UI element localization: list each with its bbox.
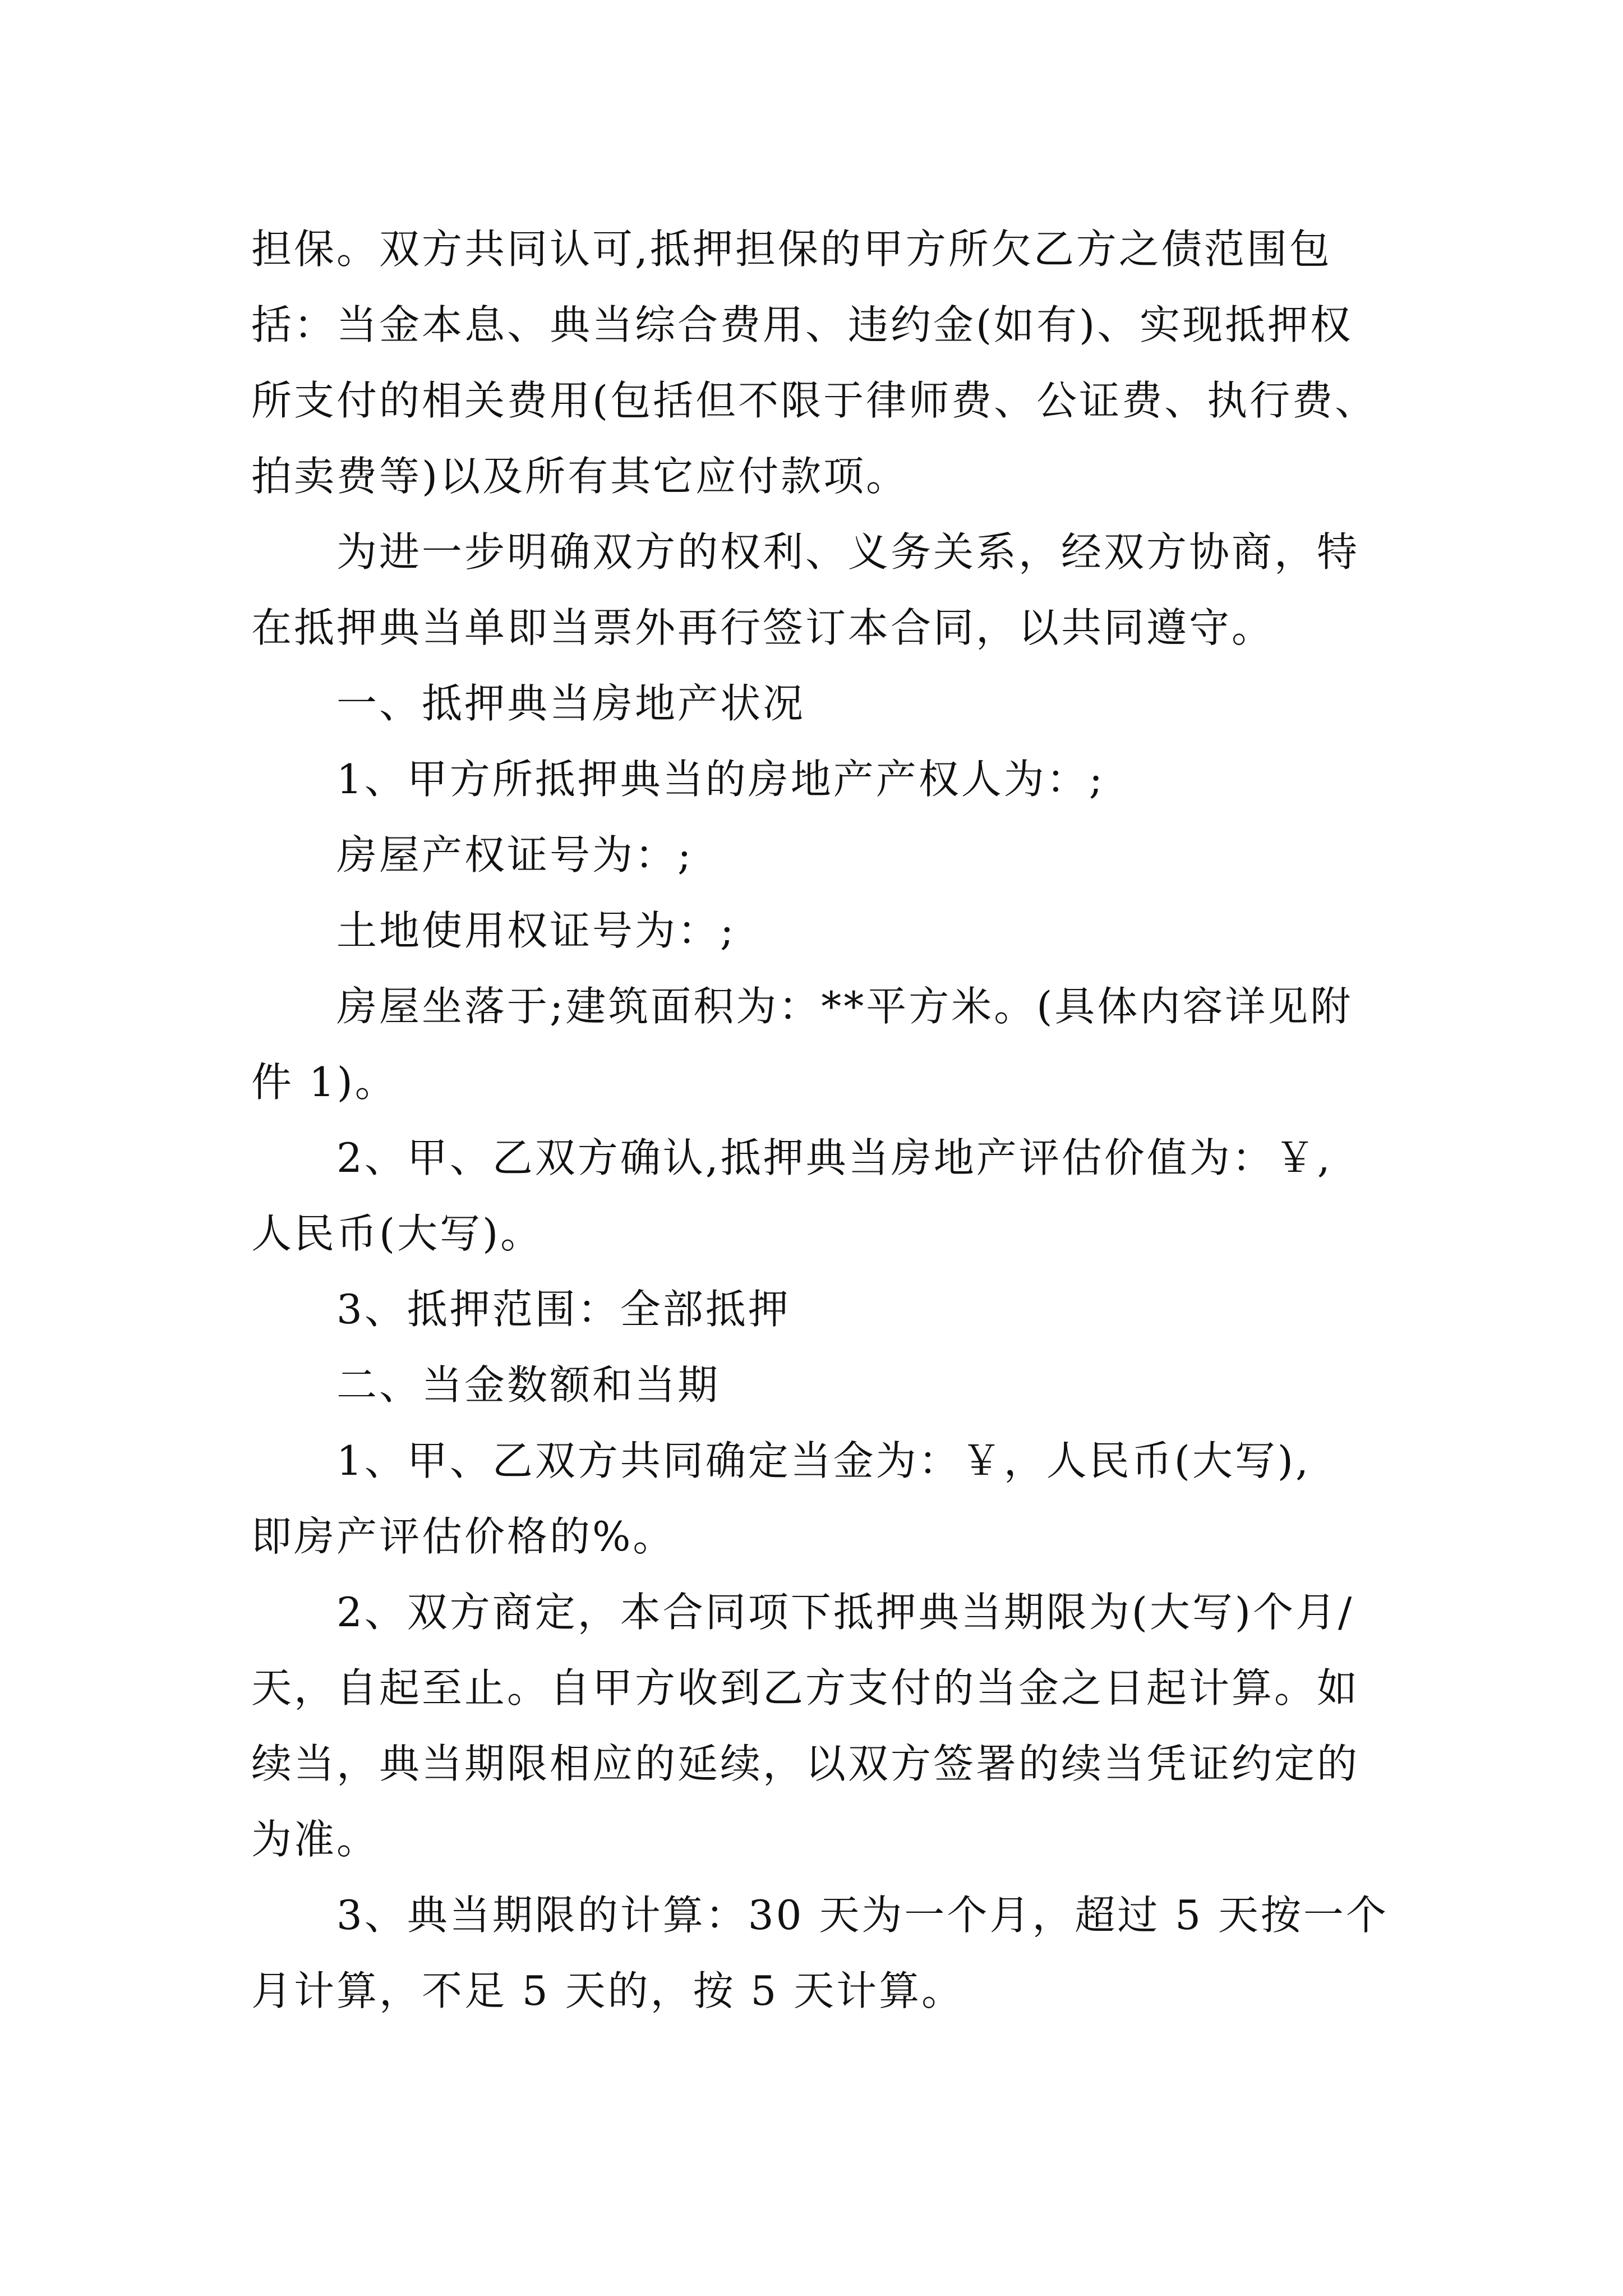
text-line: 担保。双方共同认可,抵押担保的甲方所欠乙方之债范围包	[251, 226, 1332, 273]
text-line: 房屋坐落于;建筑面积为：**平方米。(具体内容详见附	[336, 983, 1353, 1030]
text-line: 为准。	[251, 1816, 380, 1863]
text-line: 括：当金本息、典当综合费用、违约金(如有)、实现抵押权	[251, 301, 1353, 348]
text-line: 即房产评估价格的%。	[251, 1513, 676, 1560]
text-line: 2、双方商定，本合同项下抵押典当期限为(大写)个月/	[336, 1589, 1354, 1636]
text-line: 2、甲、乙双方确认,抵押典当房地产评估价值为：￥,	[336, 1134, 1332, 1181]
text-line: 房屋产权证号为：;	[336, 831, 694, 878]
text-line: 人民币(大写)。	[251, 1210, 543, 1257]
text-line: 拍卖费等)以及所有其它应付款项。	[251, 453, 909, 500]
text-line: 在抵押典当单即当票外再行签订本合同，以共同遵守。	[251, 604, 1275, 651]
text-line: 续当，典当期限相应的延续，以双方签署的续当凭证约定的	[251, 1740, 1360, 1787]
text-line: 1、甲、乙双方共同确定当金为：￥，人民币(大写),	[336, 1437, 1311, 1484]
text-line: 二、当金数额和当期	[336, 1361, 721, 1409]
text-line: 为进一步明确双方的权利、义务关系，经双方协商，特	[336, 528, 1360, 576]
text-line: 3、抵押范围：全部抵押	[336, 1286, 791, 1333]
text-line: 天，自起至止。自甲方收到乙方支付的当金之日起计算。如	[251, 1664, 1360, 1711]
text-line: 一、抵押典当房地产状况	[336, 680, 806, 727]
text-line: 土地使用权证号为：;	[336, 907, 736, 954]
text-line: 3、典当期限的计算：30 天为一个月，超过 5 天按一个	[336, 1892, 1389, 1939]
text-line: 月计算，不足 5 天的，按 5 天计算。	[251, 1967, 965, 2014]
document-body	[251, 211, 1418, 2029]
text-line: 所支付的相关费用(包括但不限于律师费、公证费、执行费、	[251, 377, 1378, 424]
text-line: 1、甲方所抵押典当的房地产产权人为：;	[336, 756, 1105, 803]
text-line: 件 1)。	[251, 1059, 398, 1106]
